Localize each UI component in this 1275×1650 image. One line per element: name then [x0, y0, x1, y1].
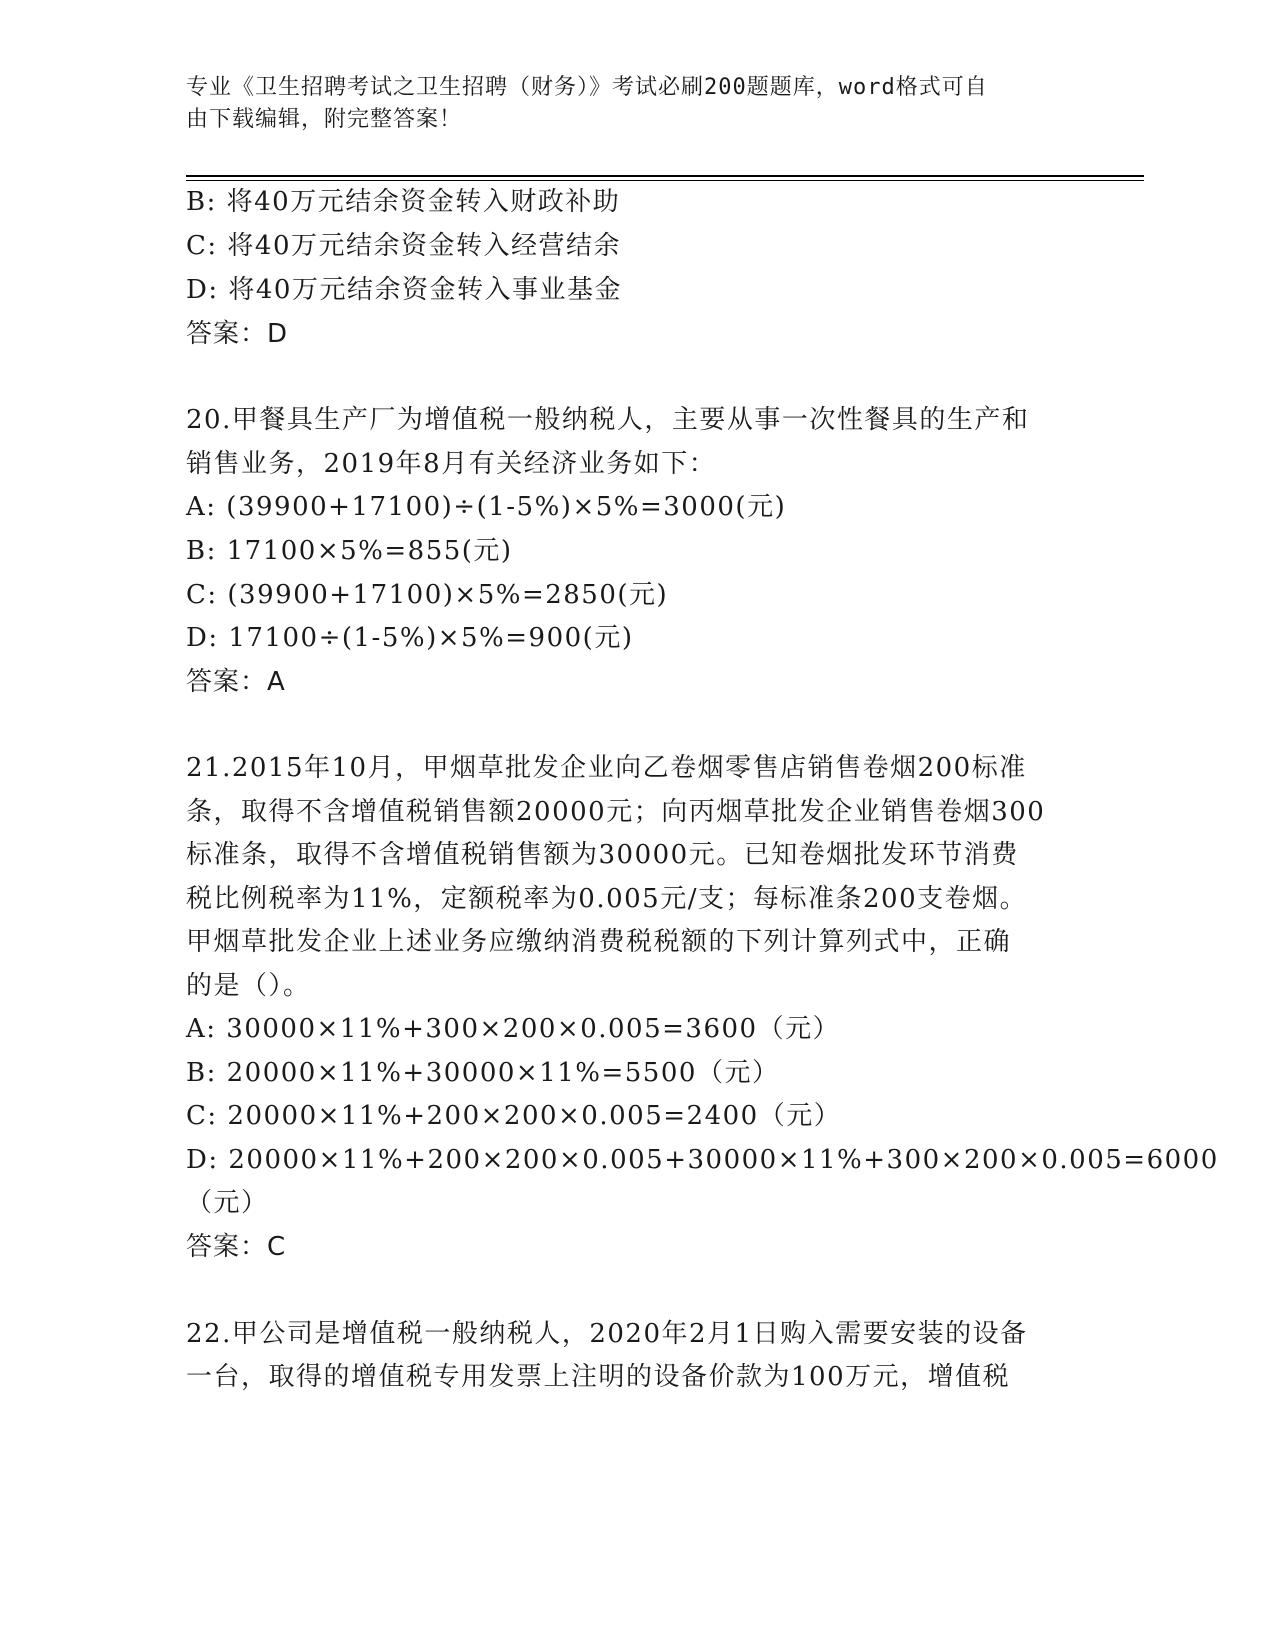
header-text-line-1: 专业《卫生招聘考试之卫生招聘（财务）》考试必刷200题题库，word格式可自 — [186, 75, 988, 100]
q22-stem-line-1: 22.甲公司是增值税一般纳税人，2020年2月1日购入需要安装的设备 — [186, 1319, 1028, 1349]
q21-answer: 答案：C — [186, 1232, 287, 1262]
q20-option-d: D: 17100÷(1-5%)×5%=900(元) — [186, 623, 634, 653]
q20-option-a: A: (39900+17100)÷(1-5%)×5%=3000(元) — [186, 492, 787, 522]
q21-option-c: C: 20000×11%+200×200×0.005=2400（元） — [186, 1101, 842, 1131]
q21-stem-line-1: 21.2015年10月，甲烟草批发企业向乙卷烟零售店销售卷烟200标准 — [186, 753, 1027, 783]
q19-option-b: B: 将40万元结余资金转入财政补助 — [186, 187, 621, 217]
q21-stem-line-4: 税比例税率为11%，定额税率为0.005元/支；每标准条200支卷烟。 — [186, 884, 1028, 914]
q19-option-c: C: 将40万元结余资金转入经营结余 — [186, 231, 622, 261]
q20-answer: 答案：A — [186, 667, 286, 697]
q19-option-d: D: 将40万元结余资金转入事业基金 — [186, 275, 622, 305]
q21-stem-line-3: 标准条，取得不含增值税销售额为30000元。已知卷烟批发环节消费 — [186, 840, 1019, 870]
q21-stem-line-2: 条，取得不含增值税销售额20000元；向丙烟草批发企业销售卷烟300 — [186, 797, 1046, 827]
q19-answer: 答案：D — [186, 319, 289, 349]
header-divider-thin — [186, 180, 1144, 181]
header-text-line-2: 由下载编辑，附完整答案！ — [186, 107, 463, 132]
q21-stem-line-6: 的是（）。 — [186, 971, 311, 1001]
q20-option-b: B: 17100×5%=855(元) — [186, 536, 513, 566]
q21-option-d-line-2: （元） — [186, 1188, 269, 1218]
document-header — [186, 72, 1066, 136]
q21-option-a: A: 30000×11%+300×200×0.005=3600（元） — [186, 1014, 841, 1044]
q20-option-c: C: (39900+17100)×5%=2850(元) — [186, 580, 669, 610]
q21-option-d-line-1: D: 20000×11%+200×200×0.005+30000×11%+300×200×0.005=6000 — [186, 1145, 1219, 1175]
q20-stem-line-2: 销售业务，2019年8月有关经济业务如下： — [186, 449, 717, 479]
q20-stem-line-1: 20.甲餐具生产厂为增值税一般纳税人，主要从事一次性餐具的生产和 — [186, 405, 1030, 435]
q22-stem-line-2: 一台，取得的增值税专用发票上注明的设备价款为100万元，增值税 — [186, 1362, 1011, 1392]
header-divider-thick — [186, 175, 1144, 177]
q21-stem-line-5: 甲烟草批发企业上述业务应缴纳消费税税额的下列计算列式中，正确 — [186, 927, 1012, 957]
q21-option-b: B: 20000×11%+30000×11%=5500（元） — [186, 1058, 780, 1088]
